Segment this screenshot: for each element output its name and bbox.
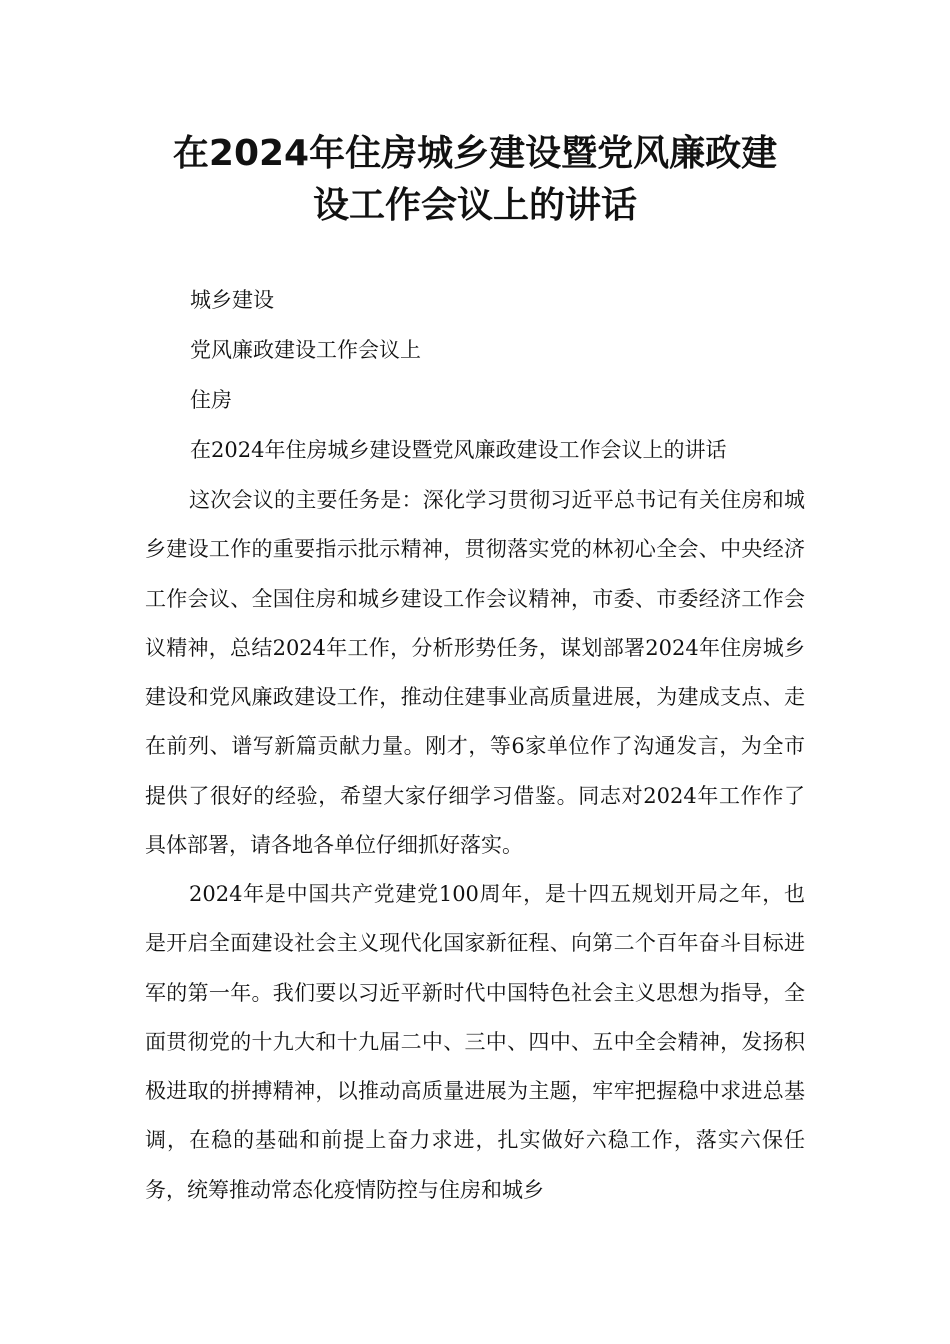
keyword-1: 城乡建设 (190, 288, 274, 312)
document-title (120, 128, 830, 232)
title-line-1: 在2024年住房城乡建设暨党风廉政建 (172, 133, 778, 174)
title-line-2: 设工作会议上的讲话 (312, 185, 637, 226)
keyword-3: 住房 (190, 388, 232, 412)
document-subtitle: 在2024年住房城乡建设暨党风廉政建设工作会议上的讲话 (190, 438, 727, 462)
keyword-2: 党风廉政建设工作会议上 (190, 338, 421, 362)
body-paragraph-2: 2024年是中国共产党建党100周年，是十四五规划开局之年，也是开启全面建设社会主义现代化国家新征程、向第二个百年奋斗目标进军的第一年。我们要以习近平新时代中国特色社会主义思想为指导，全面贯彻党的十九大和十九届二中、三中、四中、五中全会精神，发扬积极进取的拼搏精神，以推动高质量进展为主题，牢牢把握稳中求进总基调，在稳的基础和前提上奋力求进，扎实做好六稳工作，落实六保任务，统筹推动常态化疫情防控与住房和城乡 (145, 882, 805, 1202)
body-paragraph-1: 这次会议的主要任务是：深化学习贯彻习近平总书记有关住房和城乡建设工作的重要指示批示精神，贯彻落实党的林初心全会、中央经济工作会议、全国住房和城乡建设工作会议精神，市委、市委经济工作会议精神，总结2024年工作，分析形势任务，谋划部署2024年住房城乡建设和党风廉政建设工作，推动住建事业高质量进展，为建成支点、走在前列、谱写新篇贡献力量。刚才，等6家单位作了沟通发言，为全市提供了很好的经验，希望大家仔细学习借鉴。同志对2024年工作作了具体部署，请各地各单位仔细抓好落实。 (145, 488, 805, 858)
